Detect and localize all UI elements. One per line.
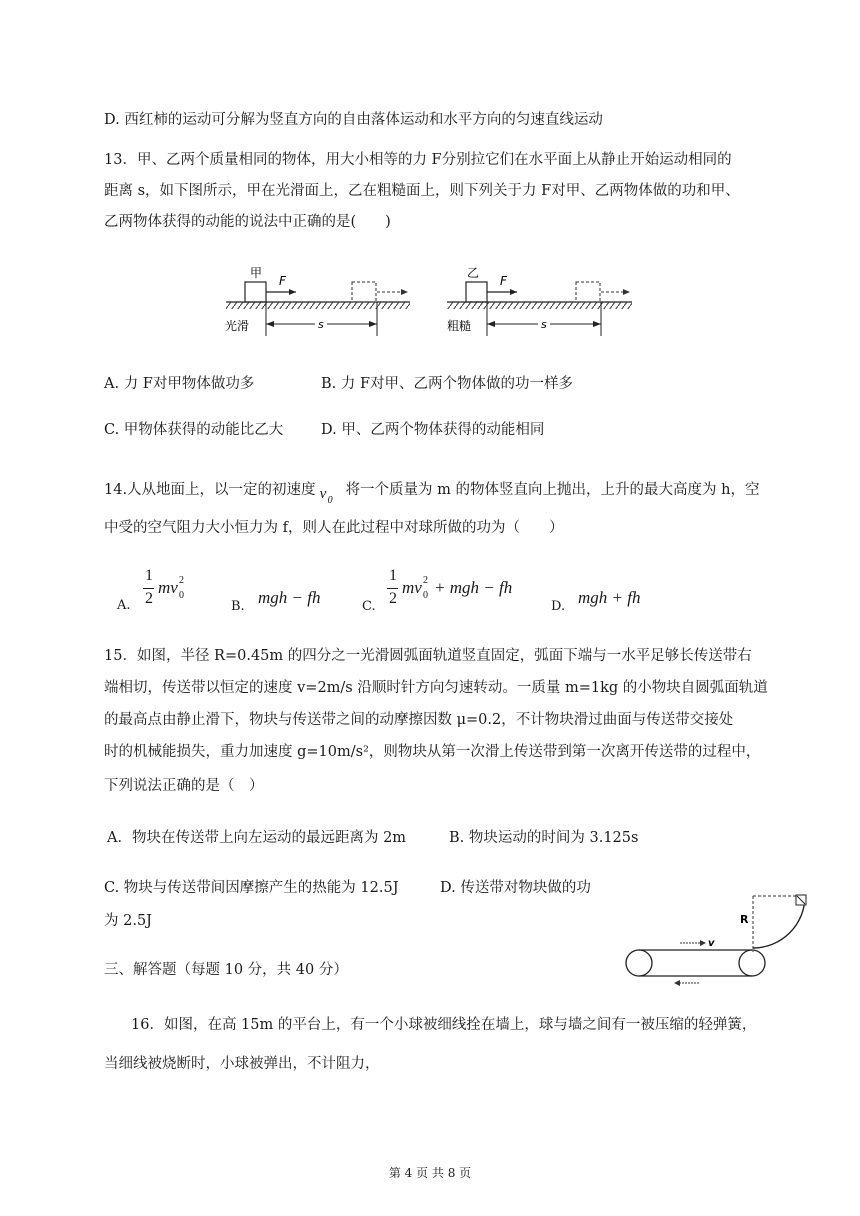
q13-stem-line3: 乙两物体获得的动能的说法中正确的是( ) <box>104 214 391 230</box>
radius-label: R <box>740 913 749 926</box>
q13-option-a: A. 力 F对甲物体做功多 <box>104 376 255 392</box>
q13-stem-line1: 13．甲、乙两个质量相同的物体，用大小相等的力 F分别拉它们在水平面上从静止开始运动相同的 <box>104 152 732 168</box>
block-jia <box>245 282 266 302</box>
block-yi-final <box>576 282 600 302</box>
q15-option-a: A．物块在传送带上向左运动的最远距离为 2m <box>107 830 407 846</box>
q15-figure <box>620 888 820 998</box>
q16-stem-line2: 当细线被烧断时，小球被弹出，不计阻力， <box>104 1056 380 1072</box>
left-roller <box>626 950 652 976</box>
force-label-left: F <box>279 274 286 288</box>
force-label-right: F <box>500 274 507 288</box>
q15-option-d: D. 传送带对物块做的功 <box>440 880 591 896</box>
q13-option-c: C. 甲物体获得的动能比乙大 <box>104 422 284 438</box>
q15-stem-line2: 端相切，传送带以恒定的速度 v=2m/s 沿顺时针方向匀速转动。一质量 m=1kg 的小物块自圆弧面轨道 <box>104 680 768 696</box>
section-3-heading: 三、解答题（每题 10 分，共 40 分） <box>104 962 348 978</box>
q15-option-d-cont: 为 2.5J <box>104 913 152 929</box>
q14-stem-part2: 将一个质量为 m 的物体竖直向上抛出，上升的最大高度为 h，空 <box>345 482 760 498</box>
block-yi <box>466 282 487 302</box>
q15-option-c: C. 物块与传送带间因摩擦产生的热能为 12.5J <box>104 880 399 896</box>
velocity-label: v <box>708 938 715 949</box>
page-footer: 第 4 页 共 8 页 <box>388 1166 472 1180</box>
q13-option-b: B. 力 F对甲、乙两个物体做的功一样多 <box>321 376 574 392</box>
q12-option-d: D. 西红柿的运动可分解为竖直方向的自由落体运动和水平方向的匀速直线运动 <box>104 112 603 128</box>
q13-figure <box>0 258 860 348</box>
q13-right-diagram <box>447 266 632 336</box>
q15-stem-line1: 15．如图，半径 R=0.45m 的四分之一光滑圆弧面轨道竖直固定，弧面下端与一水平足够长传送带右 <box>104 648 752 664</box>
block-yi-label: 乙 <box>467 266 480 280</box>
surface-smooth-label: 光滑 <box>225 319 250 333</box>
q15-option-b: B. 物块运动的时间为 3.125s <box>449 830 639 846</box>
distance-label-left: s <box>318 318 324 331</box>
q14-stem-line2: 中受的空气阻力大小恒力为 f，则人在此过程中对球所做的功为（ ） <box>104 520 564 536</box>
q13-option-d: D. 甲、乙两个物体获得的动能相同 <box>321 422 545 438</box>
q13-stem-line2: 距离 s，如下图所示，甲在光滑面上，乙在粗糙面上，则下列关于力 F对甲、乙两物体做的功和甲、 <box>104 183 740 199</box>
q15-stem-line3: 的最高点由静止滑下，物块与传送带之间的动摩擦因数 μ=0.2，不计物块滑过曲面与传送带交接处 <box>104 712 734 728</box>
q16-stem-line1: 16．如图，在高 15m 的平台上，有一个小球被细线拴在墙上，球与墙之间有一被压缩的轻弹簧， <box>131 1017 757 1033</box>
right-roller <box>739 950 765 976</box>
block-jia-final <box>352 282 376 302</box>
distance-label-right: s <box>541 318 547 331</box>
q15-stem-line5: 下列说法正确的是（ ） <box>104 778 264 794</box>
q14-stem-part1: 14.人从地面上，以一定的初速度 <box>104 482 316 498</box>
q13-left-diagram <box>225 266 410 336</box>
surface-rough-label: 粗糙 <box>447 319 472 333</box>
q14-stem-line1: 14.人从地面上，以一定的初速度 v 0 将一个质量为 m 的物体竖直向上抛出，上升的最大高度为 h，空 <box>104 482 760 506</box>
block-jia-label: 甲 <box>250 266 263 280</box>
q15-stem-line4: 时的机械能损失，重力加速度 g=10m/s²，则物块从第一次滑上传送带到第一次离开传送带的过程中， <box>104 744 761 760</box>
